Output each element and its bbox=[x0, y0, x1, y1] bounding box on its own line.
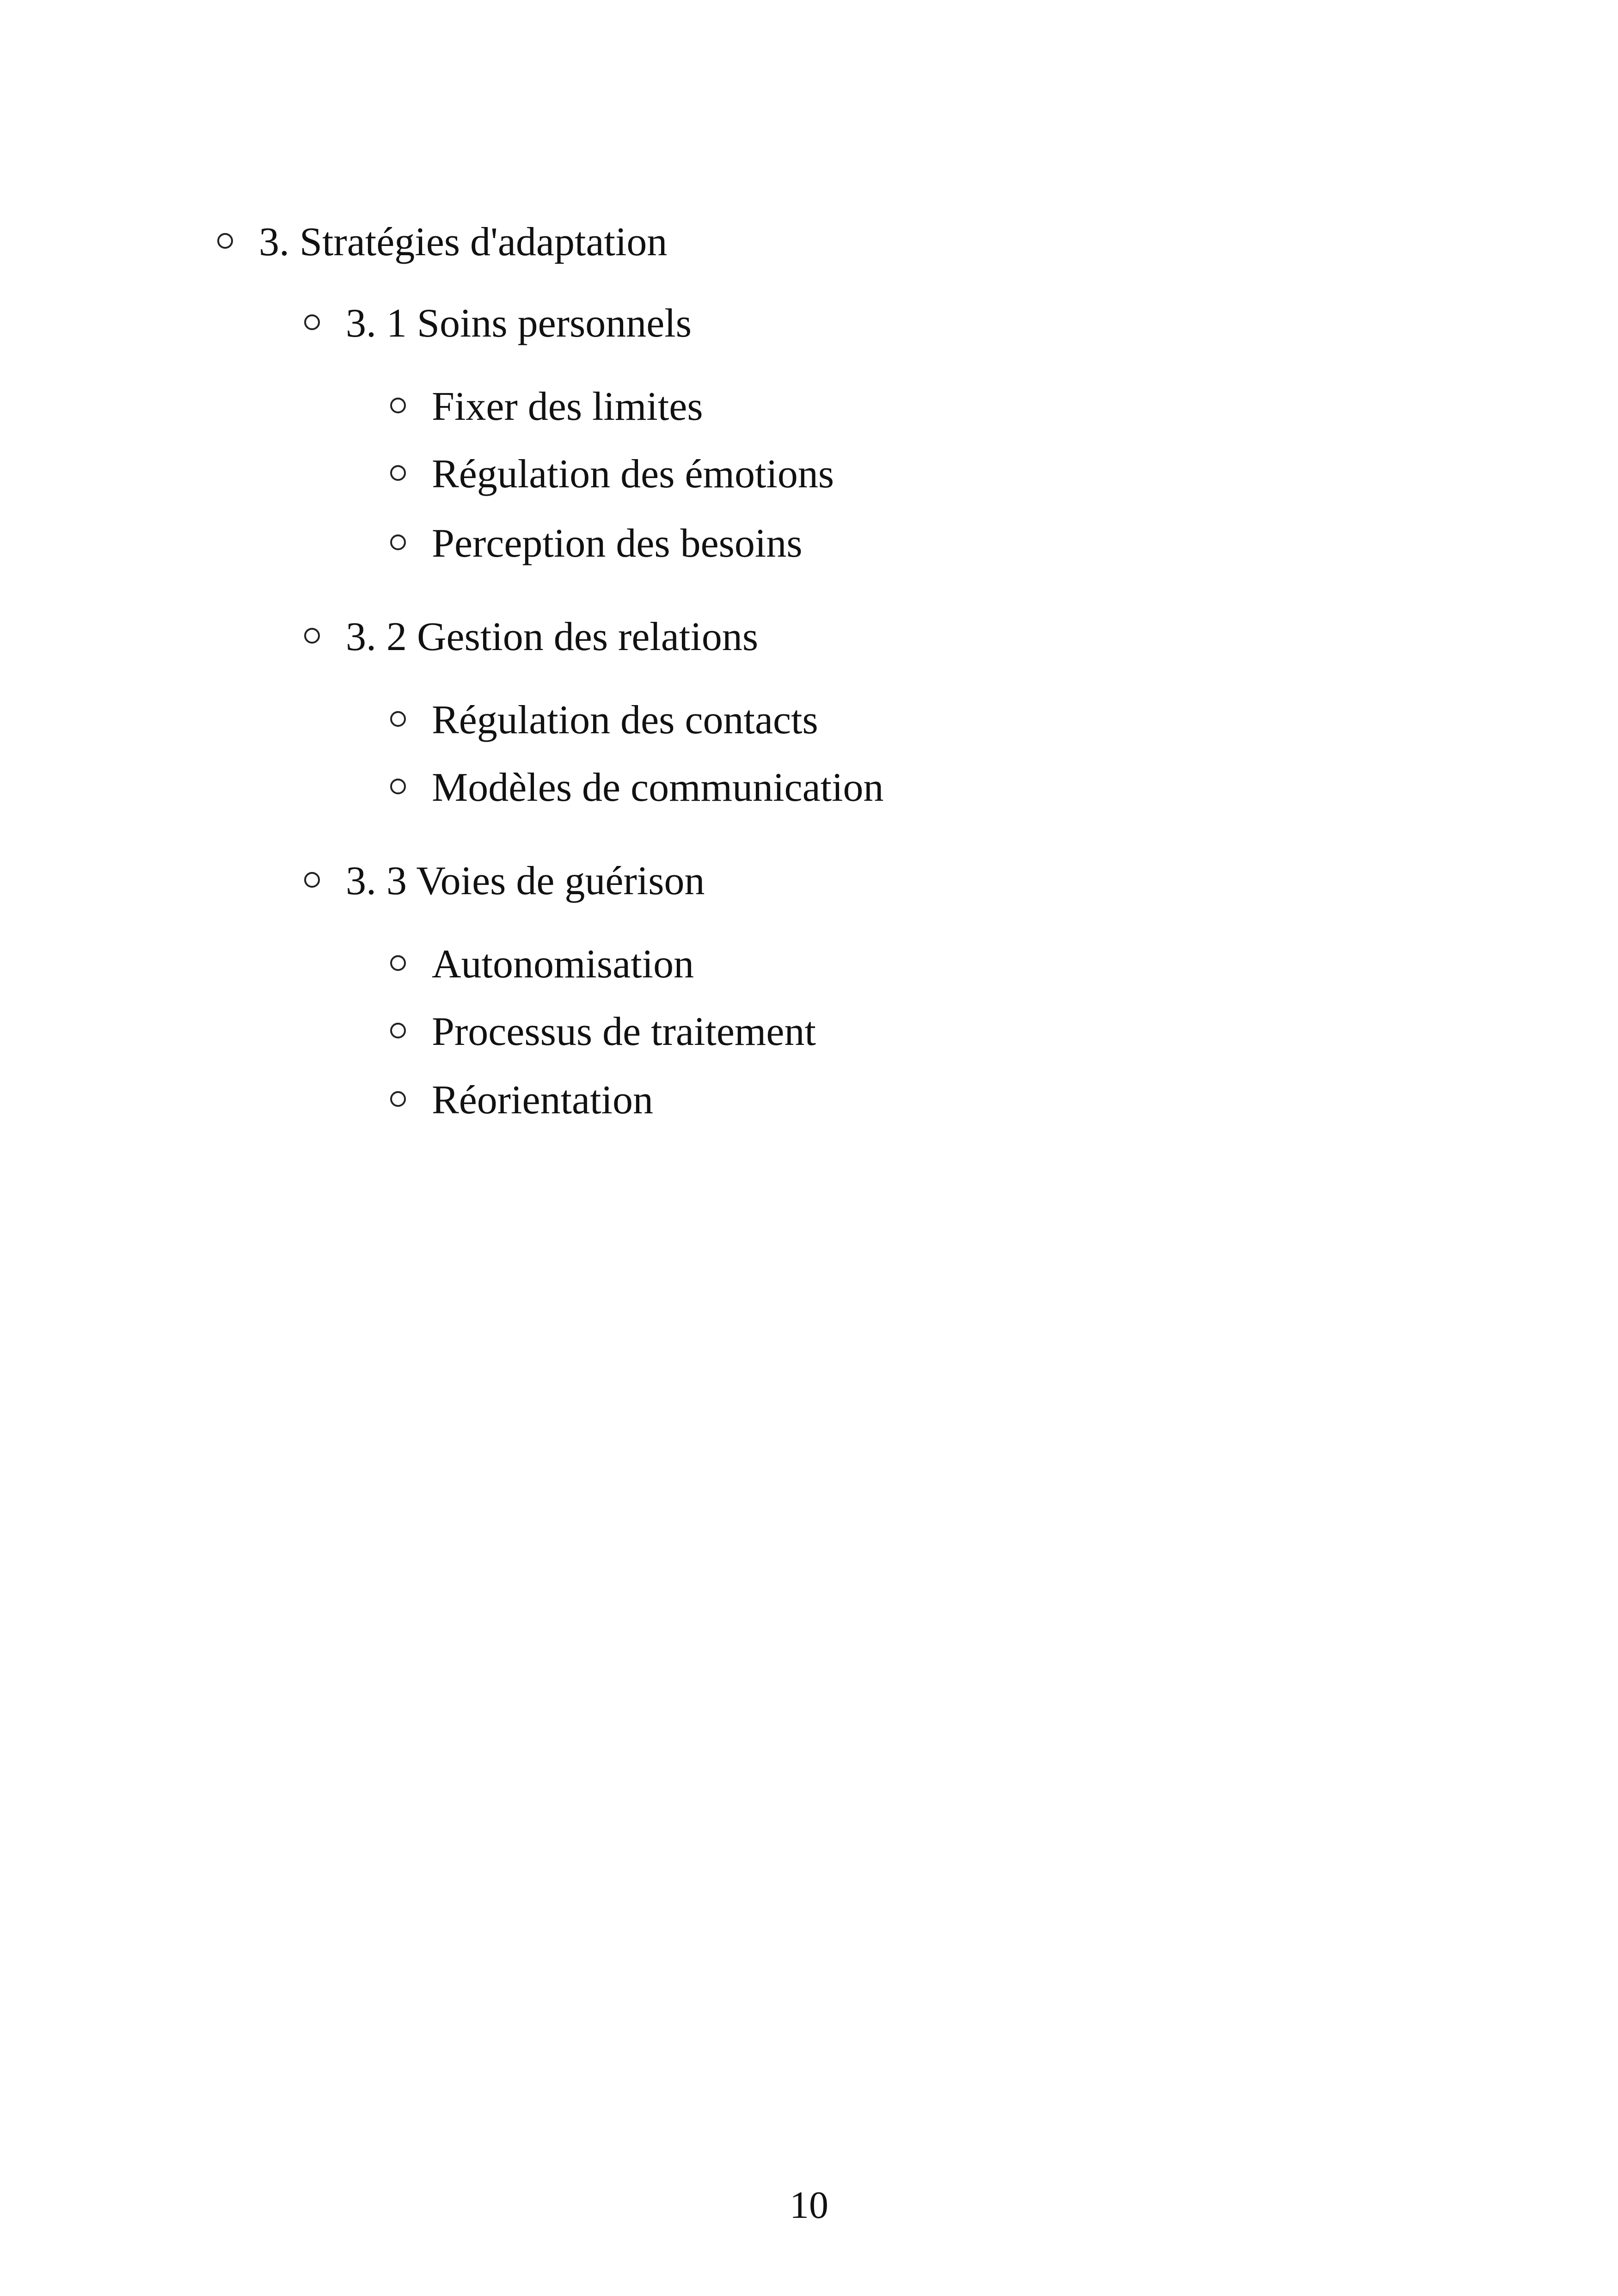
list-item: Fixer des limites bbox=[432, 384, 703, 429]
outline-item-level3 bbox=[390, 700, 818, 741]
list-item: Modèles de communication bbox=[432, 765, 884, 810]
hollow-circle-bullet-icon bbox=[390, 779, 406, 794]
outline-item-level1 bbox=[217, 222, 667, 263]
hollow-circle-bullet-icon bbox=[390, 955, 406, 971]
section-title: 3. Stratégies d'adaptation bbox=[259, 220, 668, 264]
outline-item-level2 bbox=[304, 861, 705, 902]
list-item: Autonomisation bbox=[432, 942, 694, 987]
hollow-circle-bullet-icon bbox=[304, 628, 320, 644]
hollow-circle-bullet-icon bbox=[390, 1023, 406, 1038]
page-number: 10 bbox=[790, 2184, 828, 2227]
outline-item-level3 bbox=[390, 384, 703, 429]
hollow-circle-bullet-icon bbox=[304, 314, 320, 330]
hollow-circle-bullet-icon bbox=[217, 233, 233, 249]
outline-item-level3 bbox=[390, 523, 803, 564]
outline-item-level3 bbox=[390, 1080, 653, 1121]
hollow-circle-bullet-icon bbox=[304, 872, 320, 888]
outline-item-level3 bbox=[390, 454, 834, 495]
subsection-title: 3. 2 Gestion des relations bbox=[346, 614, 759, 659]
outline-item-level3 bbox=[390, 944, 694, 985]
hollow-circle-bullet-icon bbox=[390, 1091, 406, 1107]
list-item: Régulation des contacts bbox=[432, 698, 818, 743]
list-item: Régulation des émotions bbox=[432, 452, 834, 497]
list-item: Réorientation bbox=[432, 1078, 653, 1123]
outline-item-level2 bbox=[304, 303, 692, 344]
outline-item-level2 bbox=[304, 614, 759, 659]
outline-item-level3 bbox=[390, 1009, 816, 1054]
outline-item-level3 bbox=[390, 767, 884, 808]
hollow-circle-bullet-icon bbox=[390, 465, 406, 481]
subsection-title: 3. 1 Soins personnels bbox=[346, 301, 692, 346]
list-item: Processus de traitement bbox=[432, 1009, 816, 1054]
hollow-circle-bullet-icon bbox=[390, 534, 406, 550]
subsection-title: 3. 3 Voies de guérison bbox=[346, 859, 705, 903]
hollow-circle-bullet-icon bbox=[390, 711, 406, 727]
list-item: Perception des besoins bbox=[432, 521, 803, 566]
hollow-circle-bullet-icon bbox=[390, 398, 406, 413]
